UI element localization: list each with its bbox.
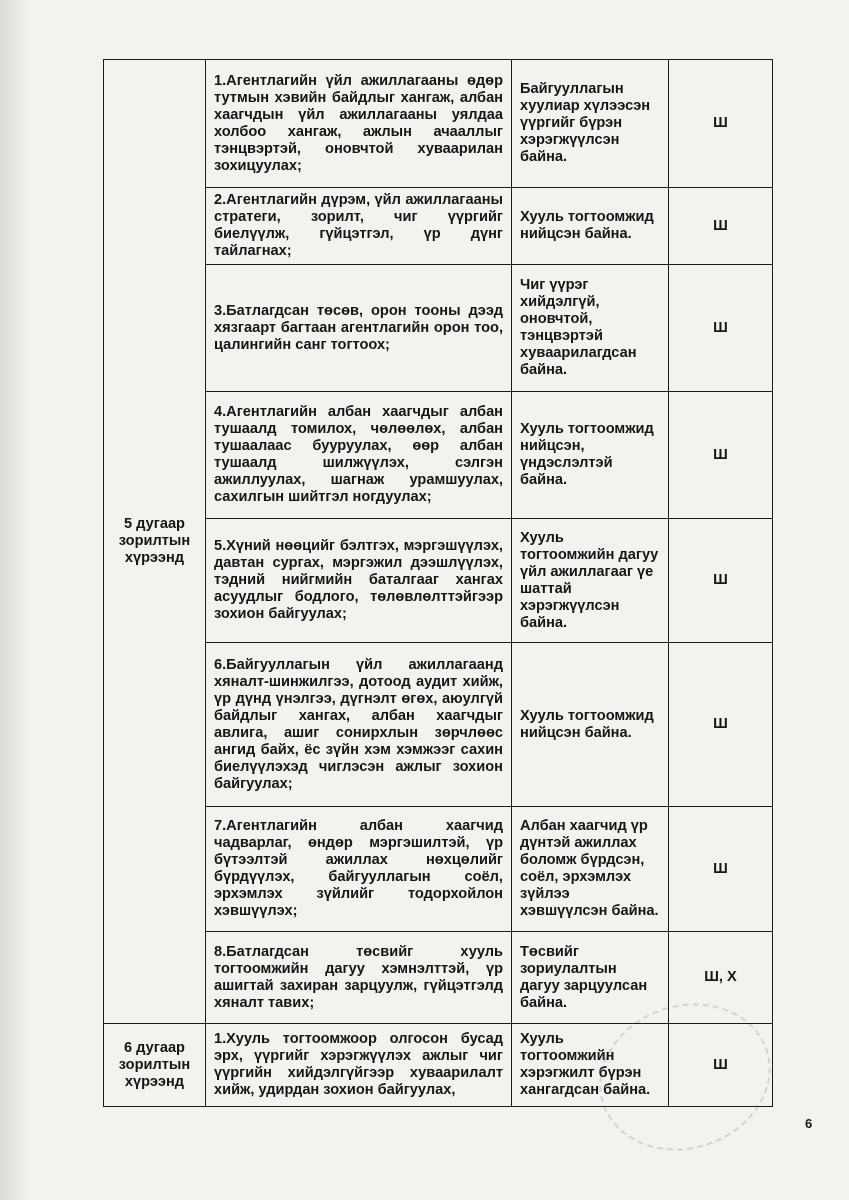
goal-cell: 6 дугаар зорилтын хүрээнд (104, 1024, 206, 1107)
task-cell: 6.Байгууллагын үйл ажиллагаанд хяналт-шинжилгээ, дотоод аудит хийж, үр дүнд үнэлгээ, дүгнэлт өгөх, аюулгүй байдлыг хангах, албан хаагчдыг авлига, ашиг сонирхлын зөрчлөөс ангид байх, ёс зүйн хэм хэмжээг сахин биелүүлэхэд чиглэсэн ажлыг зохион байгуулах; (206, 643, 512, 807)
result-cell: Чиг үүрэг хийдэлгүй, оновчтой, тэнцвэртэй хуваарилагдсан байна. (512, 265, 669, 392)
result-cell: Байгууллагын хуулиар хүлээсэн үүргийг бүрэн хэрэгжүүлсэн байна. (512, 60, 669, 188)
result-cell: Төсвийг зориулалтын дагуу зарцуулсан байна. (512, 932, 669, 1024)
task-cell: 1.Хууль тогтоомжоор олгосон бусад эрх, үүргийг хэрэгжүүлэх ажлыг чиг үүргийн хийдэлгүйгээр хуваарилалт хийж, удирдан зохион байгуулах, (206, 1024, 512, 1107)
task-cell: 1.Агентлагийн үйл ажиллагааны өдөр тутмын хэвийн байдлыг хангаж, албан хаагчдын үйл ажиллагааны уялдаа холбоо хангаж, ажлын ачааллыг тэнцвэртэй, оновчтой хуваарилан зохицуулах; (206, 60, 512, 188)
task-cell: 3.Батлагдсан төсөв, орон тооны дээд хязгаарт багтаан агентлагийн орон тоо, цалингийн санг тогтоох; (206, 265, 512, 392)
page-edge-shadow (0, 0, 30, 1200)
page-number: 6 (805, 1116, 813, 1131)
tasks-table (103, 59, 773, 1107)
result-cell: Хууль тогтоомжид нийцсэн, үндэслэлтэй байна. (512, 392, 669, 519)
task-cell: 7.Агентлагийн албан хаагчид чадварлаг, өндөр мэргэшилтэй, үр бүтээлтэй ажиллах нөхцөлийг бүрдүүлэх, байгууллагын соёл, эрхэмлэх зүйлийг тодорхойлон хэвшүүлэх; (206, 807, 512, 932)
table-row (104, 60, 773, 188)
task-cell: 4.Агентлагийн албан хаагчдыг албан тушаалд томилох, чөлөөлөх, албан тушаалаас бууруулах, өөр албан тушаалд шилжүүлэх, сэлгэн ажиллуулах, шагнаж урамшуулах, сахилгын шийтгэл ногдуулах; (206, 392, 512, 519)
result-cell: Албан хаагчид үр дүнтэй ажиллах боломж бүрдсэн, соёл, эрхэмлэх зүйлээ хэвшүүлсэн байна. (512, 807, 669, 932)
code-cell: Ш (669, 60, 773, 188)
code-cell: Ш (669, 519, 773, 643)
code-cell: Ш (669, 807, 773, 932)
code-cell: Ш (669, 188, 773, 265)
task-cell: 5.Хүний нөөцийг бэлтгэх, мэргэшүүлэх, давтан сургах, мэргэжил дээшлүүлэх, тэдний нийгмийн баталгааг хангах асуудлыг бодлого, төлөвлөлттэйгээр зохион байгуулах; (206, 519, 512, 643)
result-cell: Хууль тогтоомжид нийцсэн байна. (512, 188, 669, 265)
result-cell: Хууль тогтоомжийн дагуу үйл ажиллагааг үе шаттай хэрэгжүүлсэн байна. (512, 519, 669, 643)
table-row (104, 1024, 773, 1107)
goal-cell: 5 дугаар зорилтын хүрээнд (104, 60, 206, 1024)
code-cell: Ш (669, 392, 773, 519)
task-cell: 2.Агентлагийн дүрэм, үйл ажиллагааны стратеги, зорилт, чиг үүргийг биелүүлж, гүйцэтгэл, үр дүнг тайлагнах; (206, 188, 512, 265)
code-cell: Ш (669, 643, 773, 807)
result-cell: Хууль тогтоомжийн хэрэгжилт бүрэн хангагдсан байна. (512, 1024, 669, 1107)
task-cell: 8.Батлагдсан төсвийг хууль тогтоомжийн дагуу хэмнэлттэй, үр ашигтай захиран зарцуулж, гүйцэтгэлд хяналт тавих; (206, 932, 512, 1024)
code-cell: Ш (669, 1024, 773, 1107)
code-cell: Ш (669, 265, 773, 392)
result-cell: Хууль тогтоомжид нийцсэн байна. (512, 643, 669, 807)
code-cell: Ш, Х (669, 932, 773, 1024)
